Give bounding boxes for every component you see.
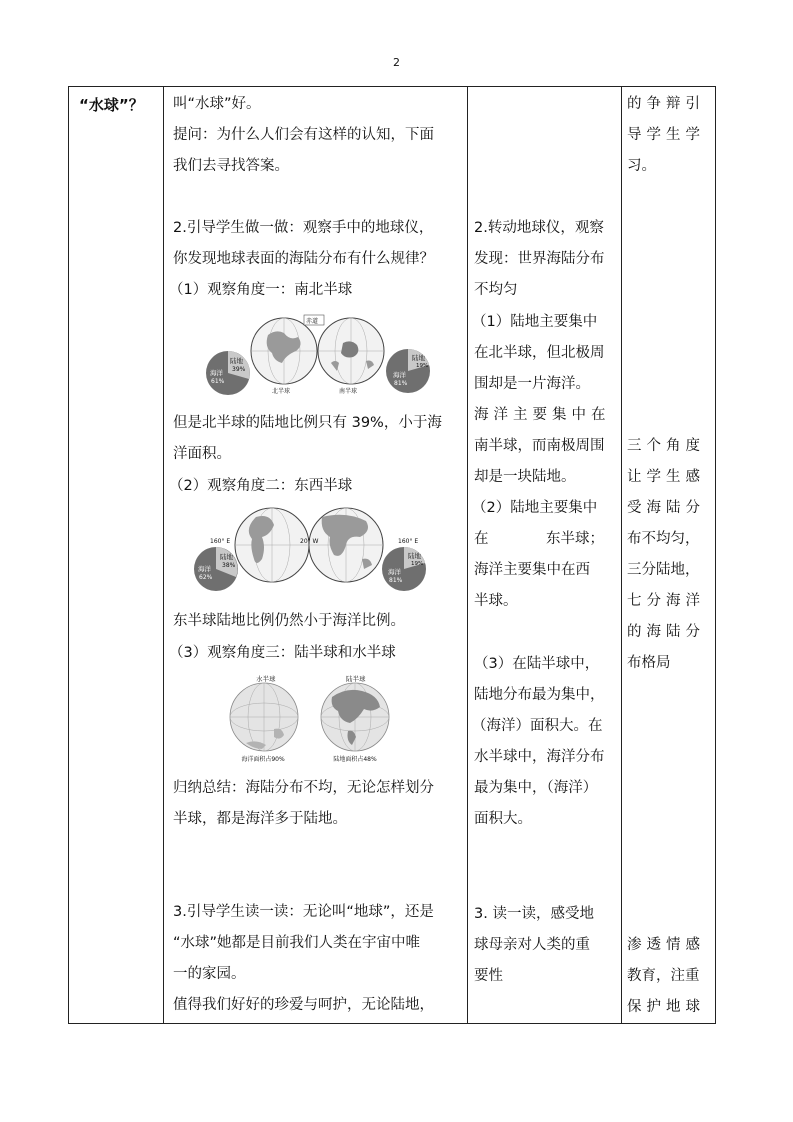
topic-cell [69, 87, 164, 1024]
land-hemisphere-globe [321, 683, 389, 751]
left-pie-ocean-pct: 61% [211, 378, 225, 385]
lon-mid-label: 20° W [300, 538, 319, 545]
text-line: 提问：为什么人们会有这样的认知，下面 [173, 127, 434, 143]
right-pie-land-pct: 19% [416, 363, 429, 369]
left-pie-ocean-label: 海洋 [210, 369, 223, 377]
text-line: 的争辩引 [627, 96, 705, 112]
text-line: 归纳总结：海陆分布不均，无论怎样划分 [173, 780, 434, 796]
text-line: 一的家园。 [173, 966, 246, 982]
lesson-table [68, 86, 716, 1024]
design-intent-cell [622, 87, 716, 1024]
text-line: 海洋主要集中在西 [474, 562, 590, 578]
text-line: 球母亲对人类的重 [474, 937, 590, 953]
left-pie-chart [206, 351, 250, 395]
text-line: 2.转动地球仪，观察 [474, 220, 604, 236]
right-pie-chart [386, 349, 430, 393]
lon-right-label: 160° E [398, 538, 419, 545]
text-line: 3.引导学生读一读：无论叫“地球”，还是 [173, 904, 434, 920]
text-line: 最为集中，（海洋） [474, 780, 598, 796]
east-west-hemisphere-figure [194, 507, 429, 593]
text-line: 我们去寻找答案。 [173, 158, 289, 174]
right-pie-ocean-pct: 81% [394, 380, 408, 387]
text-line: 东半球； [546, 531, 604, 547]
right-pie-land-pct: 19% [411, 561, 424, 567]
left-pie-land-label: 陆地 [230, 357, 243, 365]
text-line: 习。 [627, 158, 656, 174]
topic-title: “水球”？ [79, 96, 144, 114]
text-line: 洋面积。 [173, 446, 231, 462]
lon-left-label: 160° E [210, 538, 231, 545]
south-hemisphere-globe [318, 318, 384, 395]
right-pie-ocean-pct: 81% [389, 577, 403, 584]
text-line: （3）观察角度三：陆半球和水半球 [169, 645, 396, 661]
right-pie-chart [382, 547, 426, 591]
text-line: 半球。 [474, 593, 518, 609]
right-pie-land-label: 陆地 [408, 552, 421, 560]
text-line: 布不均匀， [627, 531, 700, 547]
text-line: “水球”她都是目前我们人类在宇宙中唯 [173, 935, 421, 951]
east-hemisphere-globe [309, 508, 383, 582]
text-line: 教育，注重 [627, 968, 700, 984]
left-pie-ocean-label: 海洋 [198, 565, 211, 573]
left-pie-land-pct: 39% [232, 366, 246, 373]
text-line: （2）陆地主要集中 [472, 500, 598, 516]
left-pie-ocean-pct: 62% [199, 574, 213, 581]
text-line: （海洋）面积大。在 [472, 718, 603, 734]
text-line: 面积大。 [474, 811, 532, 827]
text-line: 渗透情感 [627, 937, 705, 953]
page-number: 2 [393, 56, 400, 69]
text-line: （1）观察角度一：南北半球 [169, 282, 353, 298]
text-line: 在北半球，但北极周 [474, 345, 605, 361]
text-line: 3. 读一读，感受地 [474, 906, 594, 922]
right-pie-ocean-label: 海洋 [388, 568, 401, 576]
text-line: 你发现地球表面的海陆分布有什么规律？ [173, 251, 434, 267]
text-line: 半球，都是海洋多于陆地。 [173, 811, 347, 827]
text-line: 不均匀 [474, 282, 518, 298]
water-hemisphere-globe [230, 683, 298, 751]
text-line: 值得我们好好的珍爱与呵护，无论陆地， [173, 997, 434, 1013]
text-line: 三分陆地， [627, 562, 700, 578]
text-line: 布格局 [627, 655, 671, 671]
north-south-hemisphere-figure [206, 313, 436, 399]
equator-tag [304, 315, 324, 325]
text-line: 却是一块陆地。 [474, 469, 576, 485]
text-line: 海洋主要集中在 [474, 407, 611, 423]
text-line: 三个角度 [627, 438, 705, 454]
text-line: 保护地球 [627, 999, 705, 1015]
north-hemisphere-caption: 北半球 [272, 388, 291, 395]
student-activity-cell [468, 87, 622, 1024]
south-hemisphere-caption: 南半球 [339, 388, 358, 395]
text-line: 让学生感 [627, 469, 705, 485]
text-line: 要性 [474, 968, 503, 984]
water-hemisphere-title: 水半球 [256, 675, 276, 683]
text-line: 东半球陆地比例仍然小于海洋比例。 [173, 613, 405, 629]
text-line: 水半球中，海洋分布 [474, 749, 605, 765]
land-hemisphere-caption: 陆地面积占48% [333, 756, 377, 763]
text-line: 但是北半球的陆地比例只有 39%，小于海 [173, 415, 442, 431]
text-line: 的海陆分 [627, 624, 705, 640]
text-line: 受海陆分 [627, 500, 705, 516]
text-line: 围却是一片海洋。 [474, 376, 590, 392]
west-hemisphere-globe [235, 508, 309, 582]
right-pie-land-label: 陆地 [412, 354, 425, 362]
text-line: 南半球，而南极周围 [474, 438, 605, 454]
text-line: 在 [474, 531, 489, 547]
text-line: （1）陆地主要集中 [472, 314, 598, 330]
text-line: 陆地分布最为集中， [474, 687, 605, 703]
text-line: （2）观察角度二：东西半球 [169, 478, 353, 494]
text-line: 2.引导学生做一做：观察手中的地球仪， [173, 220, 434, 236]
left-pie-land-label: 陆地 [220, 553, 233, 561]
land-water-hemisphere-figure [228, 673, 398, 765]
water-hemisphere-caption: 海洋面积占90% [241, 756, 285, 763]
right-pie-ocean-label: 海洋 [393, 371, 406, 379]
text-line: （3）在陆半球中， [474, 656, 600, 672]
text-line: 七分海洋 [627, 593, 705, 609]
land-hemisphere-title: 陆半球 [346, 675, 366, 683]
left-pie-chart [194, 547, 238, 591]
text-line: 发现：世界海陆分布 [474, 251, 605, 267]
equator-tag-label: 赤道 [306, 318, 319, 325]
teacher-activity-cell [164, 87, 468, 1024]
north-hemisphere-globe [251, 318, 317, 395]
text-line: 叫“水球”好。 [173, 96, 261, 112]
text-line: 导学生学 [627, 127, 705, 143]
left-pie-land-pct: 38% [222, 562, 236, 569]
